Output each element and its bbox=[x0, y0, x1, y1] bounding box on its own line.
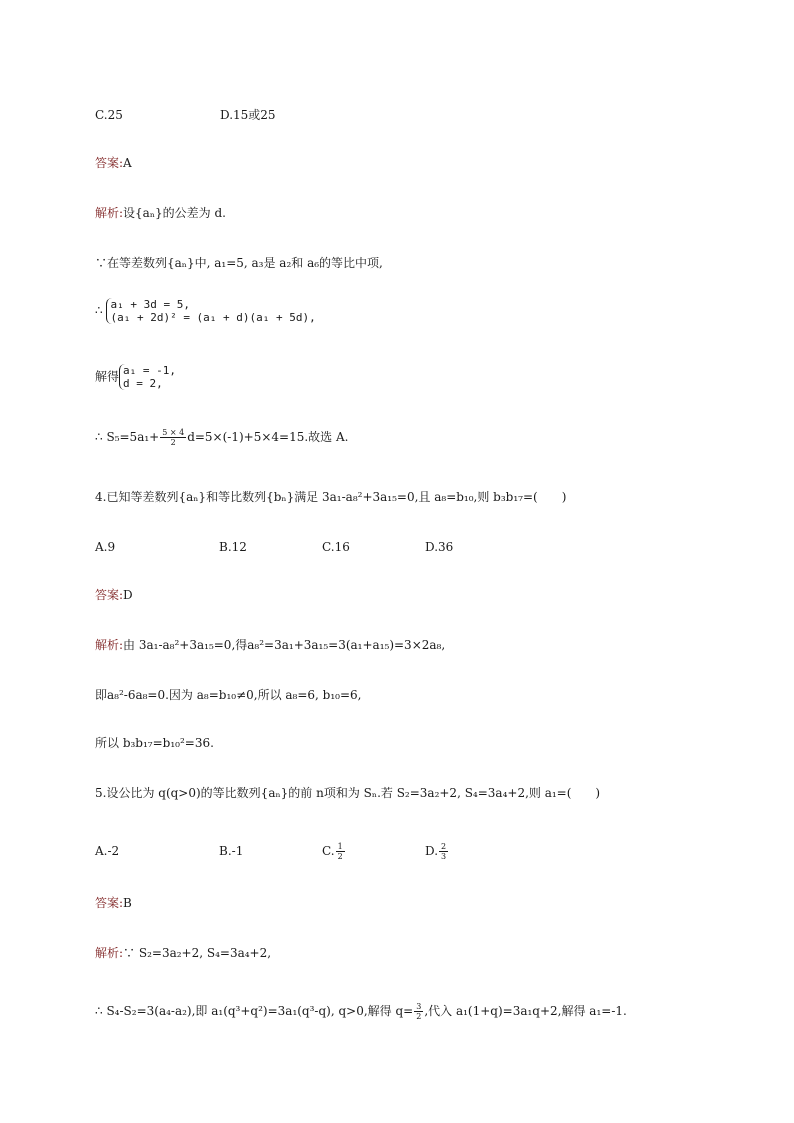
q5-analysis-line2 bbox=[95, 1002, 627, 1021]
q5-option-c bbox=[322, 842, 425, 861]
q4-analysis-line2: 即a₈²-6a₈=0.因为 a₈=b₁₀≠0,所以 a₈=6, b₁₀=6, bbox=[95, 688, 362, 702]
fraction-denominator: 3 bbox=[441, 852, 447, 861]
answer-label: 答案: bbox=[95, 588, 124, 602]
line2-pre: ∴ S₄-S₂=3(a₄-a₂),即 a₁(q³+q²)=3a₁(q³-q), q>0,解得 q= bbox=[95, 1004, 414, 1018]
fraction-numerator: 1 bbox=[337, 842, 343, 851]
analysis-text: 设{aₙ}的公差为 d. bbox=[123, 206, 226, 220]
analysis-label: 解析: bbox=[95, 638, 124, 652]
fraction-denominator: 2 bbox=[337, 852, 343, 861]
system-eq-2: (a₁ + 2d)² = (a₁ + d)(a₁ + 5d), bbox=[110, 311, 316, 324]
q4-option-a: A.9 bbox=[95, 540, 116, 554]
q4-option-c: C.16 bbox=[322, 540, 350, 554]
q3-final-line bbox=[95, 428, 348, 447]
q5-options-row bbox=[95, 842, 449, 861]
fraction-numerator: 5 × 4 bbox=[162, 428, 185, 437]
line2-post: ,代入 a₁(1+q)=3a₁q+2,解得 a₁=-1. bbox=[424, 1004, 627, 1018]
therefore-symbol: ∴ bbox=[95, 303, 103, 318]
fraction-denominator: 2 bbox=[416, 1012, 422, 1021]
analysis-text: ∵ S₂=3a₂+2, S₄=3a₄+2, bbox=[123, 946, 272, 960]
answer-label: 答案: bbox=[95, 156, 124, 170]
analysis-label: 解析: bbox=[95, 946, 124, 960]
q3-analysis-line2: ∵在等差数列{aₙ}中, a₁=5, a₃是 a₂和 a₆的等比中项, bbox=[95, 256, 383, 270]
q5-stem: 5.设公比为 q(q>0)的等比数列{aₙ}的前 n项和为 Sₙ.若 S₂=3a₂+2, S₄=3a₄+2,则 a₁=( ) bbox=[95, 786, 601, 800]
answer-value: D bbox=[123, 588, 133, 602]
analysis-text: 由 3a₁-a₈²+3a₁₅=0,得a₈²=3a₁+3a₁₅=3(a₁+a₁₅)=3×2a₈, bbox=[123, 638, 446, 652]
answer-value: B bbox=[123, 896, 132, 910]
q3-system-line bbox=[95, 298, 316, 324]
solution-eq-2: d = 2, bbox=[123, 377, 163, 390]
option-d-fraction bbox=[439, 842, 448, 861]
fraction-numerator: 2 bbox=[441, 842, 447, 851]
analysis-label: 解析: bbox=[95, 206, 124, 220]
q5-option-a: A.-2 bbox=[95, 844, 120, 858]
q4-analysis-line3: 所以 b₃b₁₇=b₁₀²=36. bbox=[95, 736, 214, 750]
q4-answer bbox=[95, 588, 133, 602]
q5-option-b: B.-1 bbox=[219, 844, 244, 858]
fraction-denominator: 2 bbox=[170, 438, 176, 447]
equation-system bbox=[106, 298, 315, 324]
q5-analysis-line1 bbox=[95, 946, 271, 960]
q4-option-d: D.36 bbox=[425, 540, 454, 554]
q3-option-c: C.25 bbox=[95, 108, 123, 122]
option-c-prefix: C. bbox=[322, 844, 335, 858]
solve-prefix: 解得 bbox=[95, 369, 120, 384]
q3-answer bbox=[95, 156, 132, 170]
solution-eq-1: a₁ = -1, bbox=[123, 364, 176, 377]
answer-label: 答案: bbox=[95, 896, 124, 910]
q5-answer bbox=[95, 896, 132, 910]
system-eq-1: a₁ + 3d = 5, bbox=[110, 298, 190, 311]
therefore-symbol: ∴ bbox=[95, 430, 103, 444]
fraction-numerator: 3 bbox=[416, 1002, 422, 1011]
q4-options-row bbox=[95, 540, 453, 554]
q3-option-d: D.15或25 bbox=[220, 108, 276, 122]
q5-option-d bbox=[425, 842, 449, 861]
option-c-fraction bbox=[336, 842, 345, 861]
q-fraction bbox=[414, 1002, 423, 1021]
final-post: d=5×(-1)+5×4=15.故选 A. bbox=[187, 430, 349, 444]
option-d-prefix: D. bbox=[425, 844, 439, 858]
q3-solve-line bbox=[95, 364, 176, 390]
q4-option-b: B.12 bbox=[219, 540, 247, 554]
solution-system bbox=[119, 364, 176, 390]
final-pre: S₅=5a₁+ bbox=[106, 430, 160, 444]
q3-analysis-line1 bbox=[95, 206, 226, 220]
answer-value: A bbox=[123, 156, 132, 170]
q3-options-row bbox=[95, 108, 276, 122]
fraction bbox=[160, 428, 186, 447]
q4-analysis-line1 bbox=[95, 638, 445, 652]
q4-stem: 4.已知等差数列{aₙ}和等比数列{bₙ}满足 3a₁-a₈²+3a₁₅=0,且 a₈=b₁₀,则 b₃b₁₇=( ) bbox=[95, 490, 567, 504]
